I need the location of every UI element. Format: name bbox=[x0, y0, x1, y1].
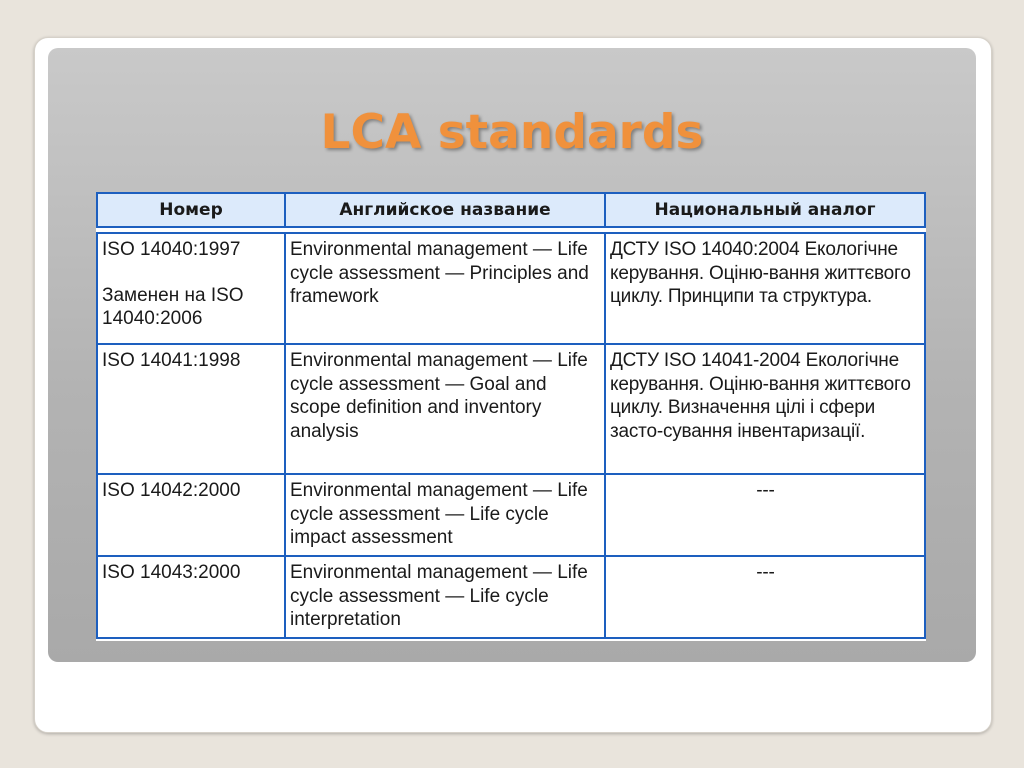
header-national-analog: Национальный аналог bbox=[606, 192, 926, 228]
standard-number-cell: ISO 14041:1998 bbox=[96, 345, 286, 475]
standard-number: ISO 14040:1997 bbox=[102, 239, 241, 260]
header-english-name: Английское название bbox=[286, 192, 606, 228]
table-row bbox=[96, 232, 926, 345]
table-row bbox=[96, 345, 926, 475]
national-analog-cell: ДСТУ ISO 14040:2004 Екологічне керування. Оціню-вання життєвого циклу. Принципи та структура. bbox=[606, 232, 926, 345]
standards-table bbox=[96, 192, 926, 639]
national-analog-cell: ДСТУ ISO 14041-2004 Екологічне керування. Оціню-вання життєвого циклу. Визначення цілі і сфери засто-сування інвентаризації. bbox=[606, 345, 926, 475]
standard-number-cell: ISO 14042:2000 bbox=[96, 475, 286, 557]
english-name-cell: Environmental management — Life cycle assessment — Life cycle impact assessment bbox=[286, 475, 606, 557]
english-name-cell: Environmental management — Life cycle assessment — Goal and scope definition and inventory analysis bbox=[286, 345, 606, 475]
table-row bbox=[96, 475, 926, 557]
national-analog-cell: --- bbox=[606, 557, 926, 639]
english-name-cell: Environmental management — Life cycle assessment — Life cycle interpretation bbox=[286, 557, 606, 639]
slide-title: LCA standards bbox=[320, 105, 704, 160]
standard-number-cell: ISO 14043:2000 bbox=[96, 557, 286, 639]
english-name-cell: Environmental management — Life cycle assessment — Principles and framework bbox=[286, 232, 606, 345]
standards-table-container bbox=[96, 192, 926, 641]
standard-number-cell bbox=[96, 232, 286, 345]
replacement-note: Заменен на ISO 14040:2006 bbox=[102, 284, 244, 329]
national-analog-cell: --- bbox=[606, 475, 926, 557]
table-header-row bbox=[96, 192, 926, 228]
table-row bbox=[96, 557, 926, 639]
header-number: Номер bbox=[96, 192, 286, 228]
